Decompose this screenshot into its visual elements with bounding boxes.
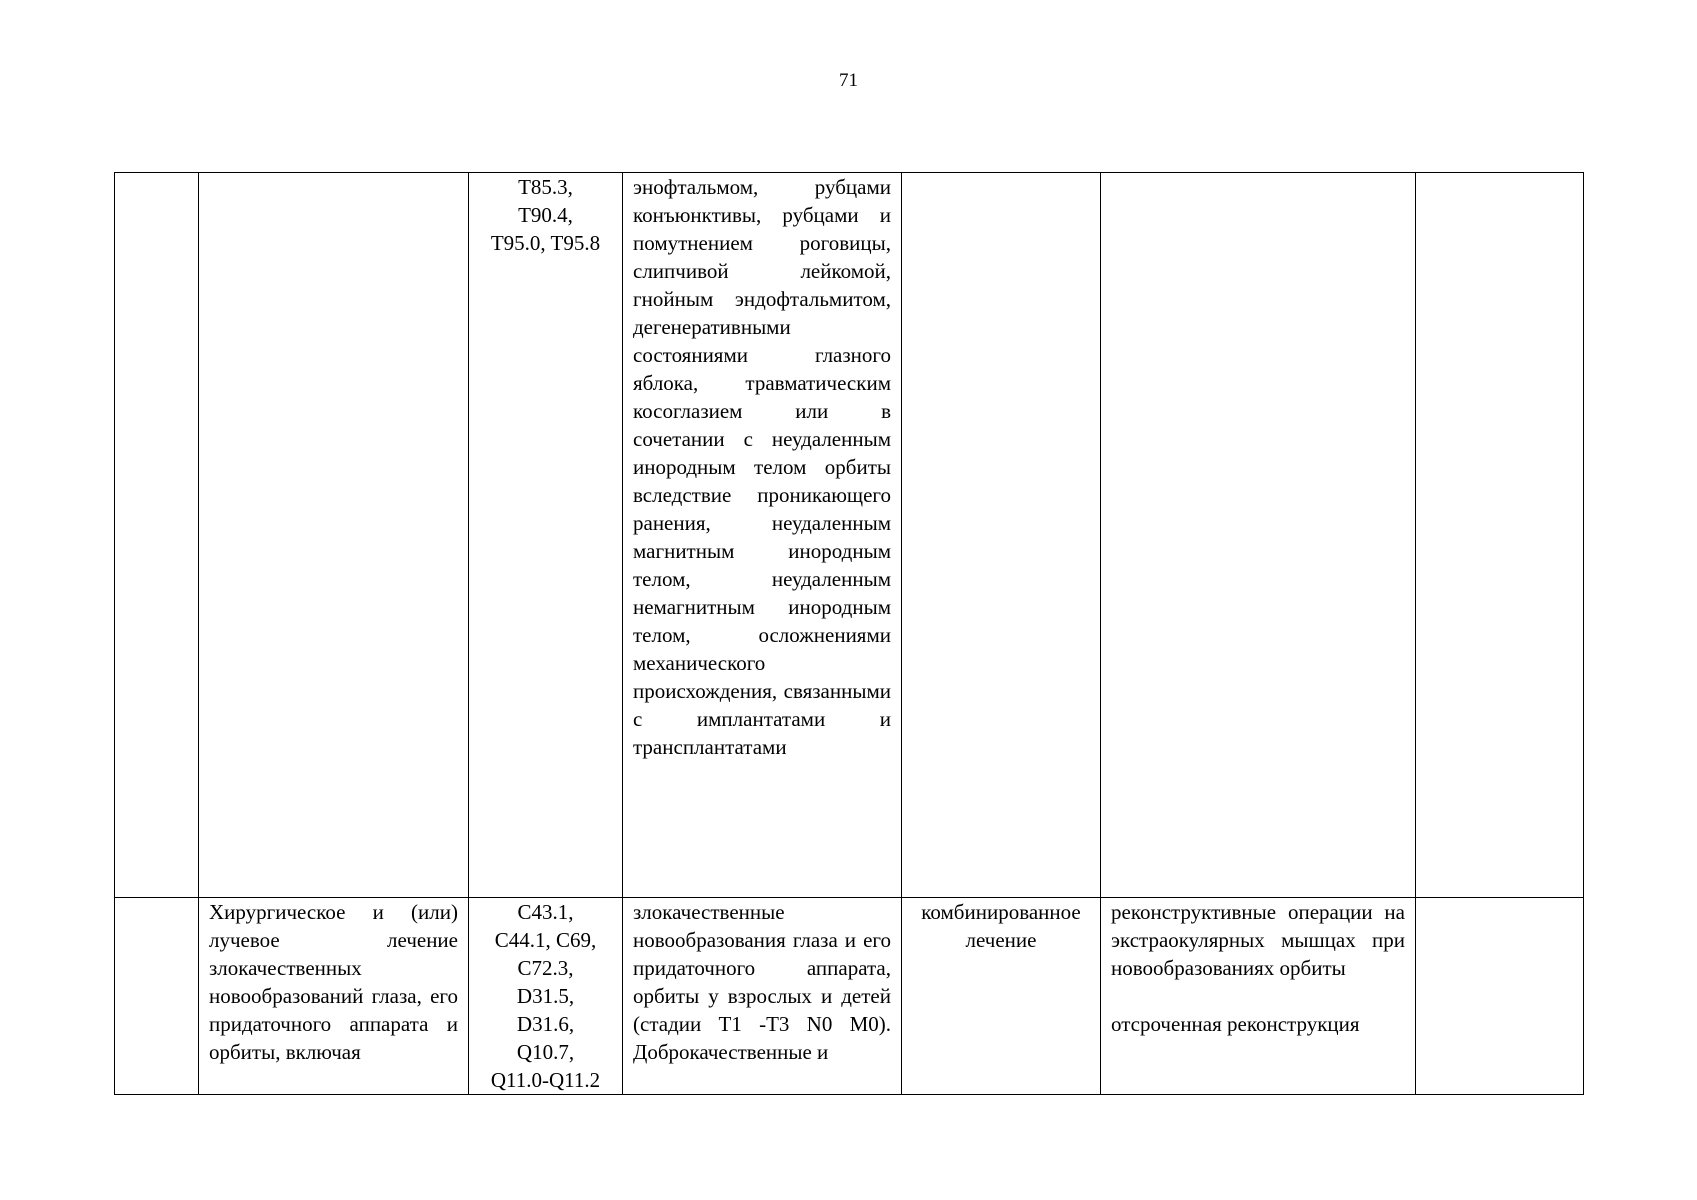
norm-cost-cell (1416, 898, 1584, 1095)
icd-code: D31.6, (516, 1012, 575, 1036)
care-type-cell: Хирургическое и (или) лучевое лечение злокачественных новообразований глаза, его придаточного аппарата и орбиты, включая (199, 898, 469, 1095)
patient-model-cell: злокачественные новообразования глаза и его придаточного аппарата, орбиты у взрослых и детей (стадии T1 -T3 N0 M0). Доброкачественные и (623, 898, 902, 1095)
icd-code: T90.4, (518, 203, 573, 227)
icd-code: Q10.7, (516, 1040, 575, 1064)
treatment-method-cell (1101, 898, 1416, 1095)
treatment-method-cell (1101, 173, 1416, 898)
icd-code: T95.0, T95.8 (490, 231, 601, 255)
icd-code: C72.3, (517, 956, 574, 980)
row-number-cell (115, 898, 199, 1095)
icd-code: D31.5, (516, 984, 575, 1008)
table-row (115, 173, 1584, 898)
row-number-cell (115, 173, 199, 898)
icd-codes-cell (469, 898, 623, 1095)
treatment-type-cell: комбинированное лечение (902, 898, 1101, 1095)
treatment-method: отсроченная реконструкция (1111, 1012, 1360, 1036)
procedures-table (114, 172, 1584, 1095)
patient-model-cell: энофтальмом, рубцами конъюнктивы, рубцами и помутнением роговицы, слипчивой лейкомой, гнойным эндофтальмитом, дегенеративными состояниями глазного яблока, травматическим косоглазием или в сочетании с неудаленным инородным телом орбиты вследствие проникающего ранения, неудаленным магнитным инородным телом, неудаленным немагнитным инородным телом, осложнениями механического происхождения, связанными с имплантатами и трансплантатами (623, 173, 902, 898)
treatment-method: реконструктивные операции на экстраокулярных мышцах при новообразованиях орбиты (1111, 900, 1405, 980)
icd-code: C43.1, (517, 900, 574, 924)
treatment-type-cell (902, 173, 1101, 898)
icd-codes-cell (469, 173, 623, 898)
care-type-cell (199, 173, 469, 898)
table-row (115, 898, 1584, 1095)
icd-code: C44.1, C69, (494, 928, 597, 952)
norm-cost-cell (1416, 173, 1584, 898)
icd-code: T85.3, (518, 175, 573, 199)
page-number: 71 (839, 70, 858, 91)
icd-code: Q11.0-Q11.2 (490, 1068, 601, 1092)
